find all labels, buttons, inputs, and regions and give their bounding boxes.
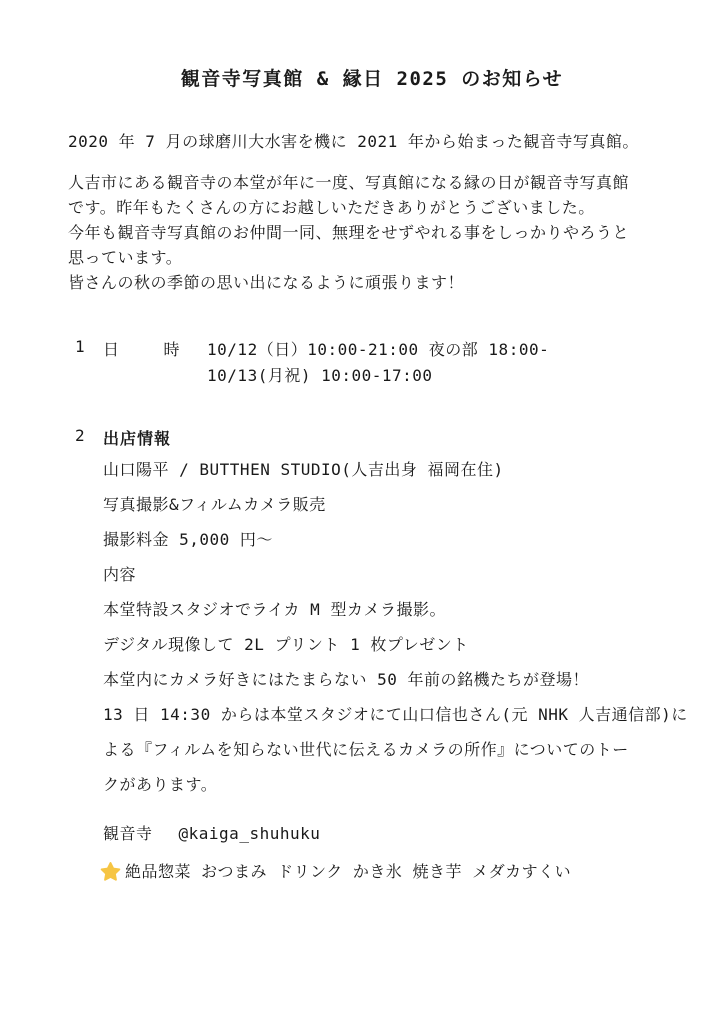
section-datetime	[68, 337, 676, 389]
datetime-label-date: 日	[103, 340, 120, 359]
section-stall-info-body	[68, 457, 688, 797]
temple-contact-line	[103, 821, 676, 846]
instagram-handle: @kaiga_shuhuku	[178, 824, 321, 843]
stall-info-label: 出店情報	[103, 429, 172, 448]
datetime-line-1: 10/12（日）10:00-21:00 夜の部 18:00-	[207, 340, 550, 359]
star-icon	[100, 861, 121, 882]
detail-line: 13 日 14:30 からは本堂スタジオにて山口信也さん(元 NHK 人吉通信部)に	[103, 705, 688, 724]
datetime-line-2: 10/13(月祝) 10:00-17:00	[207, 366, 433, 385]
detail-line: 撮影料金 5,000 円～	[103, 530, 273, 549]
intro-line: 今年も観音寺写真館のお仲間一同、無理をせずやれる事をしっかりやろうと	[68, 223, 630, 242]
detail-line: 内容	[103, 565, 137, 584]
intro-paragraph-1: 2020 年 7 月の球磨川大水害を機に 2021 年から始まった観音寺写真館。	[68, 132, 639, 151]
stall-list-line	[100, 859, 676, 884]
detail-line: 山口陽平 / BUTTHEN STUDIO(人吉出身 福岡在住)	[103, 460, 504, 479]
intro-line: 思っています。	[68, 248, 183, 267]
intro-line: 人吉市にある観音寺の本堂が年に一度、写真館になる縁の日が観音寺写真館	[68, 173, 630, 192]
temple-name: 観音寺	[103, 824, 153, 843]
datetime-label-time: 時	[163, 340, 181, 359]
detail-line: クがあります。	[103, 775, 218, 794]
intro-paragraph-2	[68, 170, 676, 295]
datetime-values	[207, 337, 549, 389]
section-number: 2	[75, 426, 86, 445]
section-number: 1	[75, 337, 86, 356]
detail-line: デジタル現像して 2L プリント 1 枚プレゼント	[103, 635, 469, 654]
detail-line: 写真撮影&フィルムカメラ販売	[103, 495, 326, 514]
intro-line: です。昨年もたくさんの方にお越しいただきありがとうございました。	[68, 198, 595, 217]
detail-line: 本堂特設スタジオでライカ M 型カメラ撮影。	[103, 600, 446, 619]
intro-line: 皆さんの秋の季節の思い出になるように頑張ります！	[68, 273, 465, 292]
stall-list: 絶品惣菜 おつまみ ドリンク かき氷 焼き芋 メダカすくい	[125, 862, 572, 881]
document-title: 観音寺写真館 & 縁日 2025 のお知らせ	[180, 68, 564, 90]
detail-line: よる『フィルムを知らない世代に伝えるカメラの所作』についてのトー	[103, 740, 629, 759]
section-stall-info-header	[68, 426, 676, 449]
detail-line: 本堂内にカメラ好きにはたまらない 50 年前の銘機たちが登場！	[103, 670, 590, 689]
